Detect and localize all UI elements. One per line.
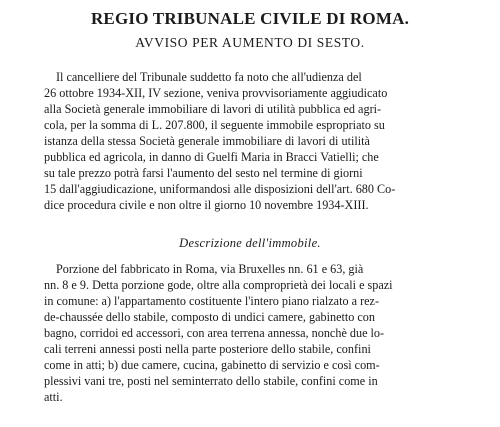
description-line: come in atti; b) due camere, cucina, gabinetto di servizio e così com- [44,358,380,372]
notice-line: Il cancelliere del Tribunale suddetto fa noto che all'udienza del [56,70,362,84]
notice-line: 26 ottobre 1934-XII, IV sezione, veniva provvisoriamente aggiudicato [44,86,388,100]
description-line: nn. 8 e 9. Detta porzione gode, oltre alla comproprietà dei locali e spazi [44,278,393,292]
notice-subtitle: AVVISO PER AUMENTO DI SESTO. [135,35,365,50]
notice-line: cola, per la somma di L. 207.800, il seguente immobile espropriato su [44,118,385,132]
notice-line: 15 dall'aggiudicazione, uniformandosi alle disposizioni dell'art. 680 Co- [44,182,396,196]
notice-line: alla Società generale immobiliare di lavori di utilità pubblica ed agri- [44,102,382,116]
description-line: in comune: a) l'appartamento costituente l'intero piano rialzato a rez- [44,294,380,308]
notice-line: su tale prezzo potrà farsi l'aumento del sesto nel termine di giorni [44,166,363,180]
description-title: Descrizione dell'immobile. [179,236,321,250]
description-line: Porzione del fabbricato in Roma, via Bruxelles nn. 61 e 63, già [56,262,364,276]
description-line: plessivi vani tre, posti nel seminterrato dello stabile, confini come in [44,374,378,388]
notice-line: pubblica ed agricola, in danno di Guelfi Maria in Bracci Vatielli; che [44,150,379,164]
description-line: de-chaussée dello stabile, composto di undici camere, gabinetto con [44,310,375,324]
notice-title: REGIO TRIBUNALE CIVILE DI ROMA. [90,9,410,28]
description-line: cali terreni annessi posti nella parte posteriore dello stabile, confini [44,342,371,356]
description-line: atti. [44,390,63,404]
description-line: bagno, corridoi ed accessori, con area terrena annessa, nonchè due lo- [44,326,385,340]
notice-line: istanza della stessa Società generale immobiliare di lavori di utilità [44,134,370,148]
notice-line: dice procedura civile e non oltre il giorno 10 novembre 1934-XIII. [44,198,369,212]
